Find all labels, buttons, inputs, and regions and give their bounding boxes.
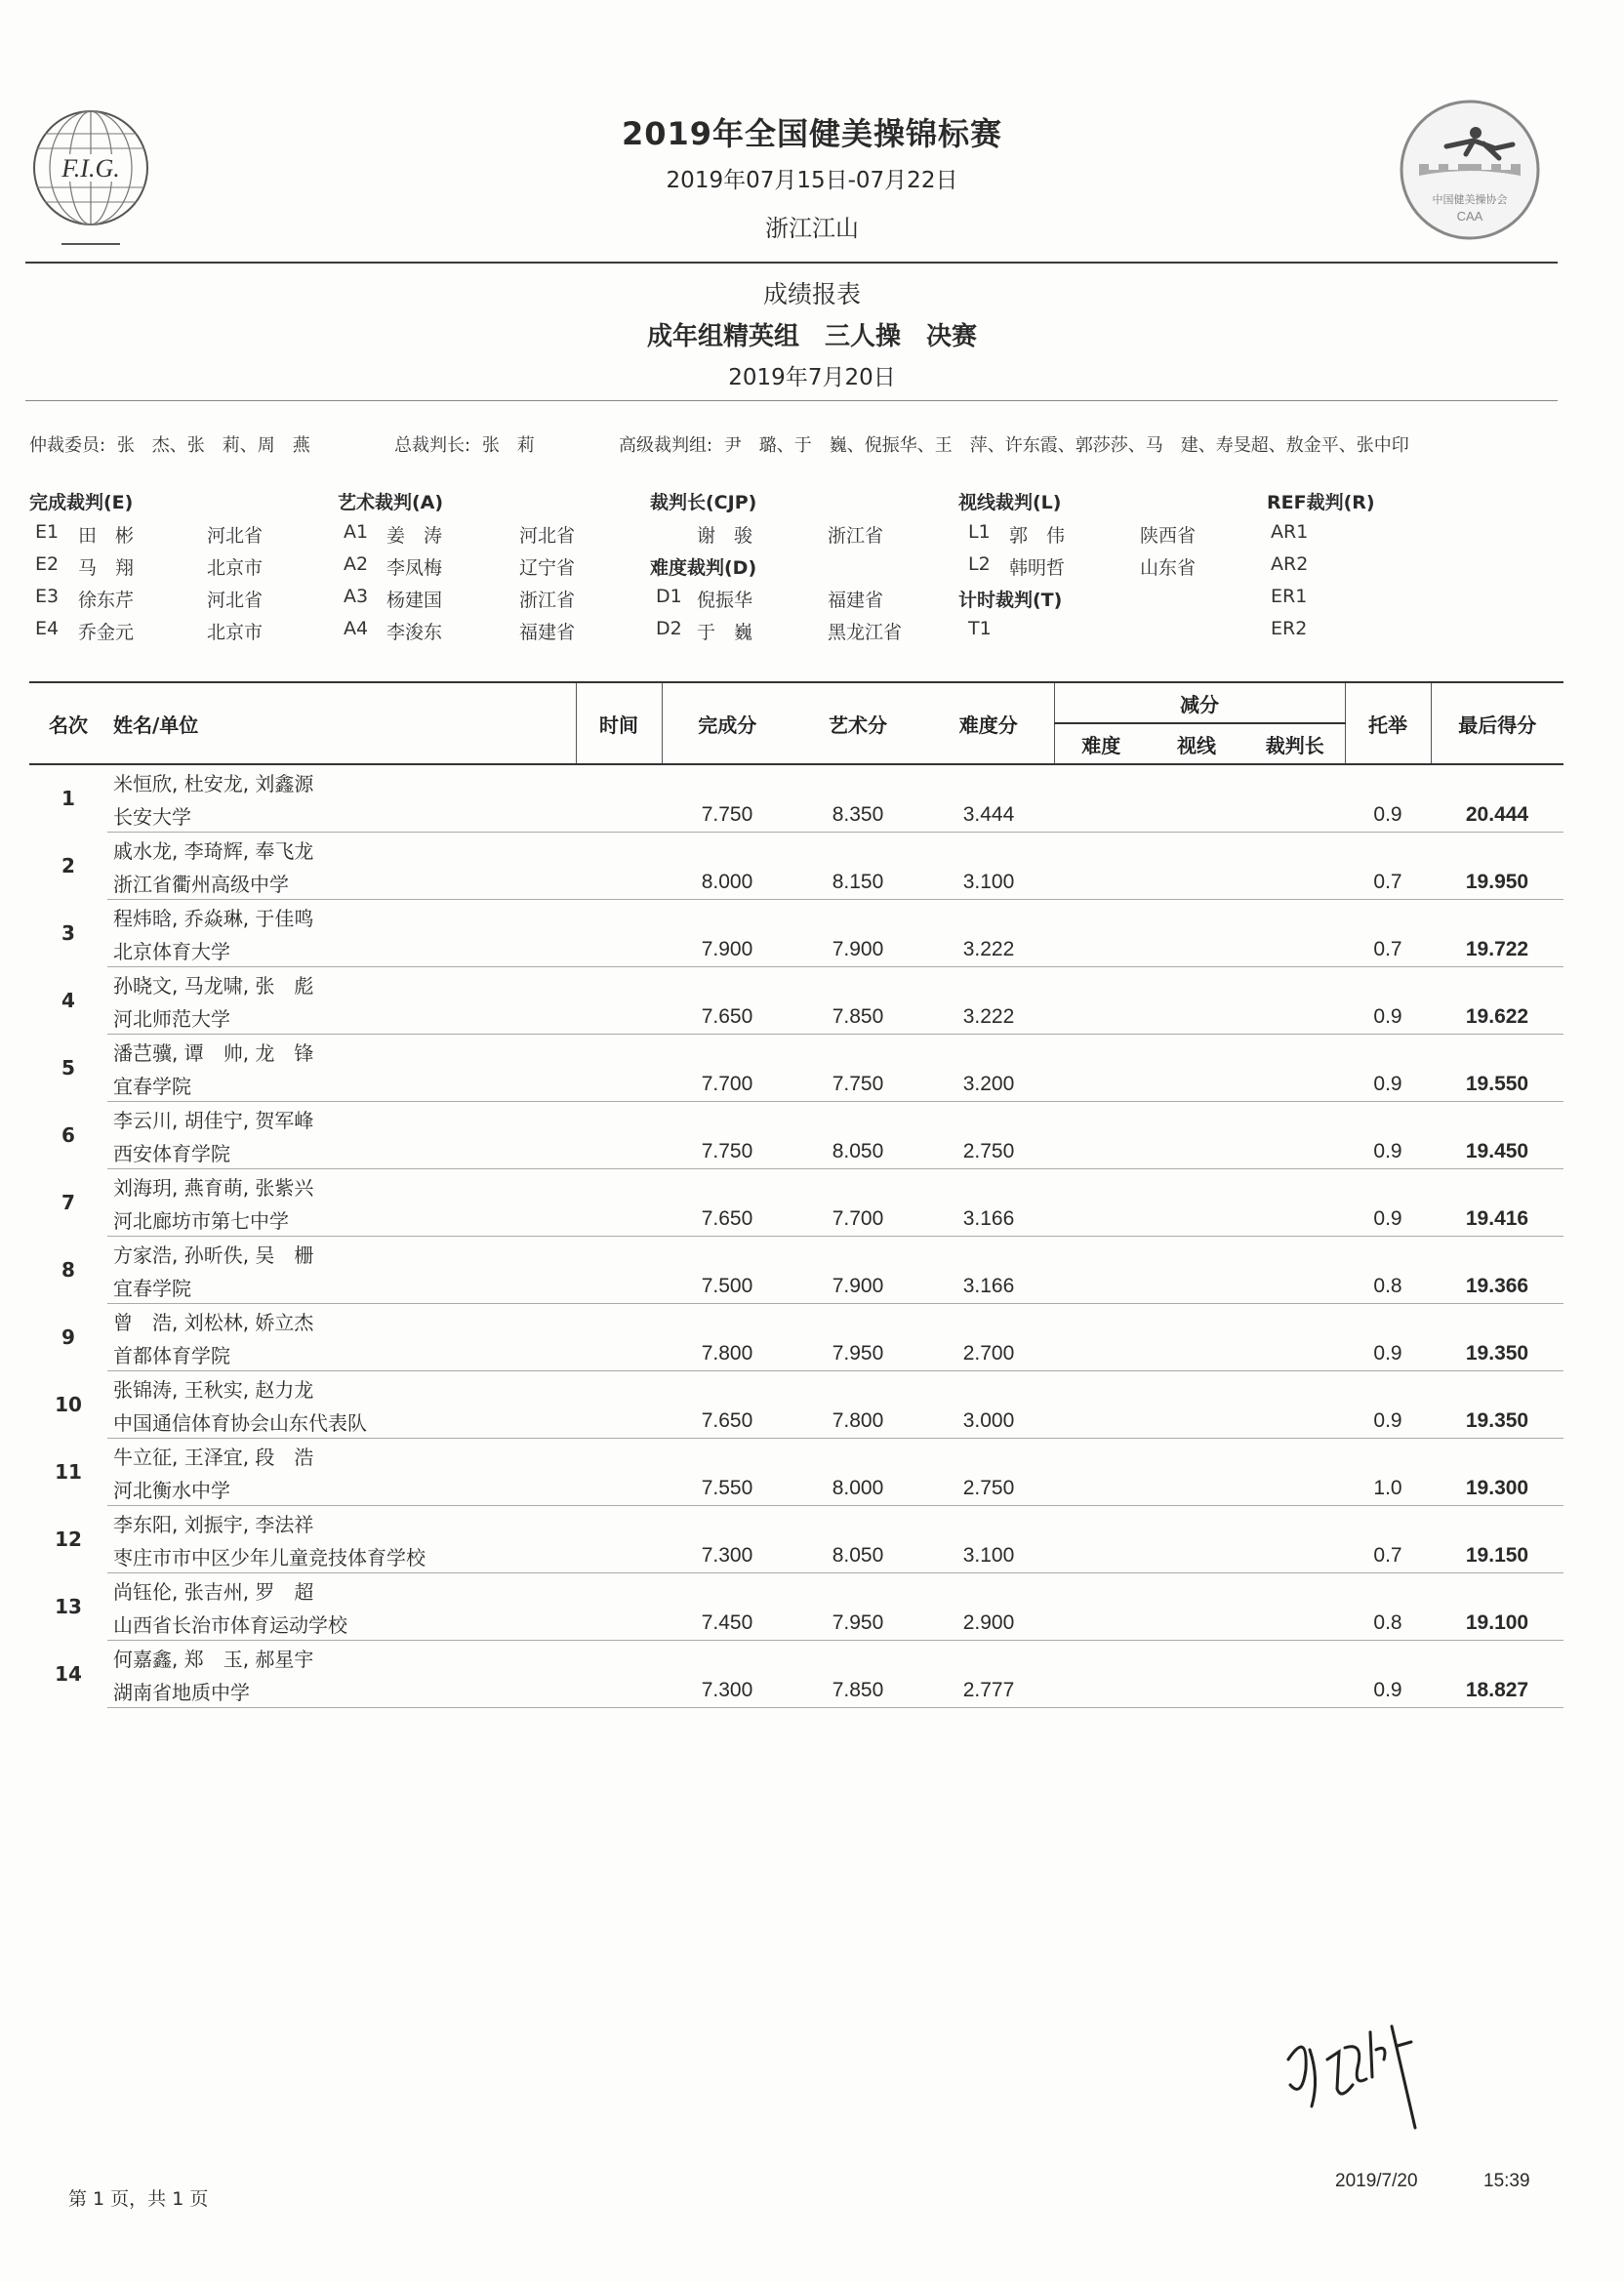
- exec-score: 7.650: [662, 1405, 792, 1439]
- ded-line-cell: [1148, 1607, 1245, 1641]
- athlete-unit: 宜春学院: [107, 1068, 576, 1102]
- judge-l1-prov: 陕西省: [1140, 525, 1197, 547]
- diff-score: 3.444: [923, 798, 1054, 833]
- exec-score: 7.800: [662, 1337, 792, 1371]
- athlete-unit: 浙江省衢州高级中学: [107, 866, 576, 900]
- exec-score: 7.500: [662, 1270, 792, 1304]
- diff-score: 3.166: [923, 1270, 1054, 1304]
- rank-cell: 6: [61, 1123, 75, 1147]
- diff-score: 2.777: [923, 1674, 1054, 1708]
- results-body: [29, 764, 1563, 1708]
- judge-a2-code: A2: [344, 553, 369, 575]
- time-cell: [576, 798, 662, 833]
- time-judge-title: 计时裁判(T): [958, 590, 1063, 611]
- art-score: 7.800: [792, 1405, 923, 1439]
- exec-score: 7.750: [662, 798, 792, 833]
- judge-e1-code: E1: [35, 521, 60, 543]
- event-place: 浙江江山: [765, 215, 859, 242]
- ded-cjp-cell: [1245, 798, 1345, 833]
- rank-cell: 8: [61, 1258, 75, 1282]
- final-score: 20.444: [1431, 798, 1563, 833]
- chief-line: [394, 431, 535, 457]
- header-divider: [25, 262, 1558, 264]
- ded-cjp-cell: [1245, 1539, 1345, 1573]
- lift-score: 0.9: [1345, 1202, 1431, 1237]
- judge-e1-name: 田 彬: [78, 525, 135, 547]
- table-row-detail: [29, 1000, 1563, 1035]
- athlete-names: 李东阳, 刘振宇, 李法祥: [113, 1512, 314, 1536]
- judge-a3-prov: 浙江省: [519, 590, 576, 611]
- athlete-unit: 湖南省地质中学: [107, 1674, 576, 1708]
- final-score: 19.350: [1431, 1405, 1563, 1439]
- judge-signature: [1269, 1991, 1444, 2138]
- ded-line-cell: [1148, 1202, 1245, 1237]
- athlete-names: 张锦涛, 王秋实, 赵力龙: [113, 1377, 314, 1402]
- ded-line-cell: [1148, 1539, 1245, 1573]
- ded-diff-cell: [1054, 933, 1148, 967]
- athlete-names: 刘海玥, 燕育萌, 张紫兴: [113, 1175, 314, 1200]
- athlete-names: 米恒欣, 杜安龙, 刘鑫源: [113, 771, 314, 795]
- judge-a4-code: A4: [344, 618, 369, 639]
- judge-d2-code: D2: [656, 618, 682, 639]
- ded-line-cell: [1148, 866, 1245, 900]
- exec-score: 7.300: [662, 1539, 792, 1573]
- lift-score: 0.9: [1345, 1405, 1431, 1439]
- diff-score: 2.900: [923, 1607, 1054, 1641]
- lift-score: 0.7: [1345, 933, 1431, 967]
- col-diff: 难度分: [923, 682, 1054, 764]
- table-header-row: [29, 682, 1563, 723]
- time-cell: [576, 1000, 662, 1035]
- event-title: 2019年全国健美操锦标赛: [621, 115, 1003, 152]
- final-score: 19.350: [1431, 1337, 1563, 1371]
- col-ded-diff: 难度: [1054, 723, 1148, 764]
- ded-line-cell: [1148, 1674, 1245, 1708]
- diff-score: 3.222: [923, 1000, 1054, 1035]
- judge-l2-prov: 山东省: [1140, 557, 1197, 579]
- final-score: 19.622: [1431, 1000, 1563, 1035]
- diff-score: 3.222: [923, 933, 1054, 967]
- athlete-names: 程炜晗, 乔焱琳, 于佳鸣: [113, 906, 314, 930]
- art-score: 8.350: [792, 798, 923, 833]
- judge-a1-code: A1: [344, 521, 369, 543]
- final-score: 19.100: [1431, 1607, 1563, 1641]
- time-cell: [576, 1270, 662, 1304]
- art-score: 7.750: [792, 1068, 923, 1102]
- table-row: [29, 1169, 1563, 1203]
- athlete-unit: 河北廊坊市第七中学: [107, 1202, 576, 1237]
- ded-cjp-cell: [1245, 1000, 1345, 1035]
- athlete-unit: 中国通信体育协会山东代表队: [107, 1405, 576, 1439]
- diff-score: 3.100: [923, 1539, 1054, 1573]
- exec-score: 7.700: [662, 1068, 792, 1102]
- senior-label: 高级裁判组:: [619, 435, 713, 456]
- rank-cell: 13: [55, 1595, 82, 1618]
- athlete-names: 尚钰伦, 张吉州, 罗 超: [113, 1579, 314, 1604]
- ded-line-cell: [1148, 1337, 1245, 1371]
- final-score: 19.950: [1431, 866, 1563, 900]
- diff-judges-title: 难度裁判(D): [650, 557, 757, 579]
- rank-cell: 11: [55, 1460, 82, 1484]
- ded-cjp-cell: [1245, 1607, 1345, 1641]
- judge-d1-code: D1: [656, 586, 682, 607]
- table-row: [29, 1304, 1563, 1338]
- lift-score: 0.9: [1345, 1068, 1431, 1102]
- ded-diff-cell: [1054, 1405, 1148, 1439]
- art-score: 7.850: [792, 1674, 923, 1708]
- ref-ar1: AR1: [1271, 521, 1309, 543]
- exec-judges-title: 完成裁判(E): [29, 492, 134, 513]
- table-row-detail: [29, 1405, 1563, 1439]
- lift-score: 0.9: [1345, 798, 1431, 833]
- art-score: 7.900: [792, 1270, 923, 1304]
- time-cell: [576, 1539, 662, 1573]
- final-score: 19.300: [1431, 1472, 1563, 1506]
- svg-text:中国健美操协会: 中国健美操协会: [1432, 193, 1508, 206]
- athlete-names: 李云川, 胡佳宁, 贺军峰: [113, 1108, 314, 1132]
- col-exec: 完成分: [662, 682, 792, 764]
- diff-score: 2.700: [923, 1337, 1054, 1371]
- table-row: [29, 1641, 1563, 1675]
- athlete-names: 孙晓文, 马龙啸, 张 彪: [113, 973, 314, 998]
- ded-line-cell: [1148, 1135, 1245, 1169]
- col-ded-line: 视线: [1148, 723, 1245, 764]
- table-row-detail: [29, 1539, 1563, 1573]
- exec-score: 7.750: [662, 1135, 792, 1169]
- lift-score: 1.0: [1345, 1472, 1431, 1506]
- print-date: 2019/7/20: [1335, 2171, 1418, 2191]
- ded-line-cell: [1148, 1405, 1245, 1439]
- ded-cjp-cell: [1245, 1472, 1345, 1506]
- judge-d1-name: 倪振华: [697, 590, 753, 611]
- report-category: 成年组精英组 三人操 决赛: [646, 322, 977, 351]
- lift-score: 0.7: [1345, 1539, 1431, 1573]
- page-number: 第 1 页，共 1 页: [68, 2188, 209, 2210]
- report-date: 2019年7月20日: [728, 365, 896, 390]
- rank-cell: 14: [55, 1662, 82, 1686]
- ded-diff-cell: [1054, 1000, 1148, 1035]
- judge-a1-name: 姜 涛: [386, 525, 443, 547]
- time-cell: [576, 1202, 662, 1237]
- art-score: 8.050: [792, 1135, 923, 1169]
- judge-e2-code: E2: [35, 553, 60, 575]
- diff-score: 2.750: [923, 1472, 1054, 1506]
- art-score: 7.950: [792, 1337, 923, 1371]
- athlete-unit: 宜春学院: [107, 1270, 576, 1304]
- athlete-names: 曾 浩, 刘松林, 娇立杰: [113, 1310, 314, 1334]
- judge-a1-prov: 河北省: [519, 525, 576, 547]
- ded-diff-cell: [1054, 1674, 1148, 1708]
- jury-label: 仲裁委员:: [29, 435, 106, 456]
- ded-diff-cell: [1054, 866, 1148, 900]
- athlete-unit: 河北衡水中学: [107, 1472, 576, 1506]
- lift-score: 0.8: [1345, 1607, 1431, 1641]
- jury-line: [29, 431, 310, 457]
- event-dates: 2019年07月15日-07月22日: [666, 168, 958, 193]
- exec-score: 7.450: [662, 1607, 792, 1641]
- lift-score: 0.9: [1345, 1674, 1431, 1708]
- table-row-detail: [29, 1607, 1563, 1641]
- art-score: 7.700: [792, 1202, 923, 1237]
- table-row: [29, 1506, 1563, 1540]
- judge-d2-prov: 黑龙江省: [828, 622, 903, 643]
- art-score: 8.150: [792, 866, 923, 900]
- results-table: [29, 681, 1563, 1708]
- ded-cjp-cell: [1245, 1068, 1345, 1102]
- ded-cjp-cell: [1245, 933, 1345, 967]
- judge-d1-prov: 福建省: [828, 590, 884, 611]
- lift-score: 0.7: [1345, 866, 1431, 900]
- judge-e4-code: E4: [35, 618, 60, 639]
- final-score: 19.366: [1431, 1270, 1563, 1304]
- judge-a3-name: 杨建国: [386, 590, 443, 611]
- exec-score: 7.550: [662, 1472, 792, 1506]
- final-score: 19.550: [1431, 1068, 1563, 1102]
- final-score: 19.416: [1431, 1202, 1563, 1237]
- ded-diff-cell: [1054, 1202, 1148, 1237]
- judge-a4-prov: 福建省: [519, 622, 576, 643]
- judge-e4-name: 乔金元: [78, 622, 135, 643]
- final-score: 18.827: [1431, 1674, 1563, 1708]
- ref-er2: ER2: [1271, 618, 1308, 639]
- diff-score: 3.166: [923, 1202, 1054, 1237]
- judge-e4-prov: 北京市: [207, 622, 264, 643]
- art-score: 7.950: [792, 1607, 923, 1641]
- col-deduction: 减分: [1054, 682, 1345, 723]
- art-judges-title: 艺术裁判(A): [338, 492, 444, 513]
- diff-score: 3.000: [923, 1405, 1054, 1439]
- col-rank: 名次: [29, 682, 107, 764]
- jury-names: 张 杰、张 莉、周 燕: [116, 435, 310, 456]
- judge-e2-prov: 北京市: [207, 557, 264, 579]
- athlete-unit: 北京体育大学: [107, 933, 576, 967]
- time-cell: [576, 866, 662, 900]
- ded-diff-cell: [1054, 1068, 1148, 1102]
- athlete-unit: 长安大学: [107, 798, 576, 833]
- athlete-unit: 山西省长治市体育运动学校: [107, 1607, 576, 1641]
- athlete-unit: 西安体育学院: [107, 1135, 576, 1169]
- athlete-names: 戚水龙, 李琦辉, 奉飞龙: [113, 838, 314, 863]
- art-score: 7.850: [792, 1000, 923, 1035]
- ded-cjp-cell: [1245, 866, 1345, 900]
- chief-label: 总裁判长:: [394, 435, 471, 456]
- ded-cjp-cell: [1245, 1405, 1345, 1439]
- lift-score: 0.9: [1345, 1135, 1431, 1169]
- rank-cell: 4: [61, 989, 75, 1012]
- ref-er1: ER1: [1271, 586, 1308, 607]
- senior-names: 尹 璐、于 巍、倪振华、王 萍、许东霞、郭莎莎、马 建、寿旻超、敖金平、张中印: [723, 435, 1409, 456]
- rank-cell: 9: [61, 1325, 75, 1349]
- chief-name: 张 莉: [481, 435, 535, 456]
- ded-line-cell: [1148, 1270, 1245, 1304]
- judge-e1-prov: 河北省: [207, 525, 264, 547]
- athlete-names: 何嘉鑫, 郑 玉, 郝星宇: [113, 1647, 314, 1671]
- judge-l2-code: L2: [968, 553, 991, 575]
- rank-cell: 7: [61, 1191, 75, 1214]
- athlete-names: 牛立征, 王泽宜, 段 浩: [113, 1445, 314, 1469]
- judge-e3-prov: 河北省: [207, 590, 264, 611]
- athlete-unit: 首都体育学院: [107, 1337, 576, 1371]
- exec-score: 7.300: [662, 1674, 792, 1708]
- exec-score: 7.650: [662, 1000, 792, 1035]
- ref-judges-title: REF裁判(R): [1267, 492, 1375, 513]
- ded-diff-cell: [1054, 1472, 1148, 1506]
- art-score: 8.050: [792, 1539, 923, 1573]
- ded-cjp-cell: [1245, 1674, 1345, 1708]
- diff-score: 2.750: [923, 1135, 1054, 1169]
- col-ded-cjp: 裁判长: [1245, 723, 1345, 764]
- time-cell: [576, 1472, 662, 1506]
- final-score: 19.150: [1431, 1539, 1563, 1573]
- table-row-detail: [29, 798, 1563, 833]
- table-row-detail: [29, 1337, 1563, 1371]
- rank-cell: 2: [61, 854, 75, 877]
- col-lift: 托举: [1345, 682, 1431, 764]
- col-art: 艺术分: [792, 682, 923, 764]
- judge-a4-name: 李浚东: [386, 622, 443, 643]
- line-judges-title: 视线裁判(L): [958, 492, 1062, 513]
- col-name-unit: 姓名/单位: [107, 682, 576, 764]
- diff-score: 3.200: [923, 1068, 1054, 1102]
- time-cell: [576, 1607, 662, 1641]
- lift-score: 0.9: [1345, 1337, 1431, 1371]
- rank-cell: 10: [55, 1393, 82, 1416]
- table-row: [29, 833, 1563, 867]
- rank-cell: 5: [61, 1056, 75, 1080]
- col-time: 时间: [576, 682, 662, 764]
- ded-line-cell: [1148, 1472, 1245, 1506]
- cjp-title: 裁判长(CJP): [650, 492, 757, 513]
- final-score: 19.450: [1431, 1135, 1563, 1169]
- time-cell: [576, 1337, 662, 1371]
- judge-d2-name: 于 巍: [697, 622, 753, 643]
- final-score: 19.722: [1431, 933, 1563, 967]
- ded-line-cell: [1148, 798, 1245, 833]
- ref-ar2: AR2: [1271, 553, 1309, 575]
- table-row: [29, 1439, 1563, 1473]
- table-row: [29, 967, 1563, 1001]
- judge-e3-code: E3: [35, 586, 60, 607]
- cjp-name: 谢 骏: [697, 525, 753, 547]
- rank-cell: 3: [61, 921, 75, 945]
- table-row-detail: [29, 1674, 1563, 1708]
- judge-e2-name: 马 翔: [78, 557, 135, 579]
- art-score: 7.900: [792, 933, 923, 967]
- ded-cjp-cell: [1245, 1202, 1345, 1237]
- time-cell: [576, 933, 662, 967]
- ded-line-cell: [1148, 1068, 1245, 1102]
- athlete-unit: 河北师范大学: [107, 1000, 576, 1035]
- judge-l1-code: L1: [968, 521, 991, 543]
- time-cell: [576, 1405, 662, 1439]
- judge-a3-code: A3: [344, 586, 369, 607]
- table-row-detail: [29, 1068, 1563, 1102]
- time-cell: [576, 1674, 662, 1708]
- rank-cell: 1: [61, 787, 75, 811]
- table-row-detail: [29, 933, 1563, 967]
- svg-text:CAA: CAA: [1456, 209, 1483, 224]
- ded-cjp-cell: [1245, 1135, 1345, 1169]
- art-score: 8.000: [792, 1472, 923, 1506]
- table-row-detail: [29, 1135, 1563, 1169]
- cjp-prov: 浙江省: [828, 525, 884, 547]
- ded-line-cell: [1148, 933, 1245, 967]
- athlete-names: 方家浩, 孙昕佚, 吴 栅: [113, 1243, 314, 1267]
- judge-a2-name: 李凤梅: [386, 557, 443, 579]
- exec-score: 7.650: [662, 1202, 792, 1237]
- judge-e3-name: 徐东芹: [78, 590, 135, 611]
- athlete-names: 潘芑骥, 谭 帅, 龙 锋: [113, 1040, 314, 1065]
- table-row-detail: [29, 866, 1563, 900]
- ded-diff-cell: [1054, 1337, 1148, 1371]
- time-cell: [576, 1068, 662, 1102]
- ded-diff-cell: [1054, 798, 1148, 833]
- table-row: [29, 1237, 1563, 1271]
- judge-a2-prov: 辽宁省: [519, 557, 576, 579]
- report-type: 成绩报表: [762, 280, 861, 308]
- table-row-detail: [29, 1202, 1563, 1237]
- ded-cjp-cell: [1245, 1337, 1345, 1371]
- ded-line-cell: [1148, 1000, 1245, 1035]
- exec-score: 7.900: [662, 933, 792, 967]
- table-row: [29, 1035, 1563, 1069]
- rank-cell: 12: [55, 1528, 82, 1551]
- table-row: [29, 900, 1563, 934]
- exec-score: 8.000: [662, 866, 792, 900]
- table-row: [29, 764, 1563, 798]
- diff-score: 3.100: [923, 866, 1054, 900]
- ded-diff-cell: [1054, 1607, 1148, 1641]
- ded-cjp-cell: [1245, 1270, 1345, 1304]
- table-row-detail: [29, 1472, 1563, 1506]
- lift-score: 0.9: [1345, 1000, 1431, 1035]
- table-row: [29, 1371, 1563, 1406]
- table-row-detail: [29, 1270, 1563, 1304]
- senior-line: [619, 431, 1409, 457]
- ded-diff-cell: [1054, 1539, 1148, 1573]
- ded-diff-cell: [1054, 1135, 1148, 1169]
- ded-diff-cell: [1054, 1270, 1148, 1304]
- lift-score: 0.8: [1345, 1270, 1431, 1304]
- table-row: [29, 1573, 1563, 1608]
- judge-l2-name: 韩明哲: [1009, 557, 1066, 579]
- thin-divider: [25, 400, 1558, 401]
- judge-l1-name: 郭 伟: [1009, 525, 1066, 547]
- col-final: 最后得分: [1431, 682, 1563, 764]
- svg-text:F.I.G.: F.I.G.: [61, 154, 120, 183]
- table-row: [29, 1102, 1563, 1136]
- judge-t1-code: T1: [968, 618, 992, 639]
- print-time: 15:39: [1483, 2171, 1530, 2191]
- time-cell: [576, 1135, 662, 1169]
- athlete-unit: 枣庄市市中区少年儿童竞技体育学校: [107, 1539, 576, 1573]
